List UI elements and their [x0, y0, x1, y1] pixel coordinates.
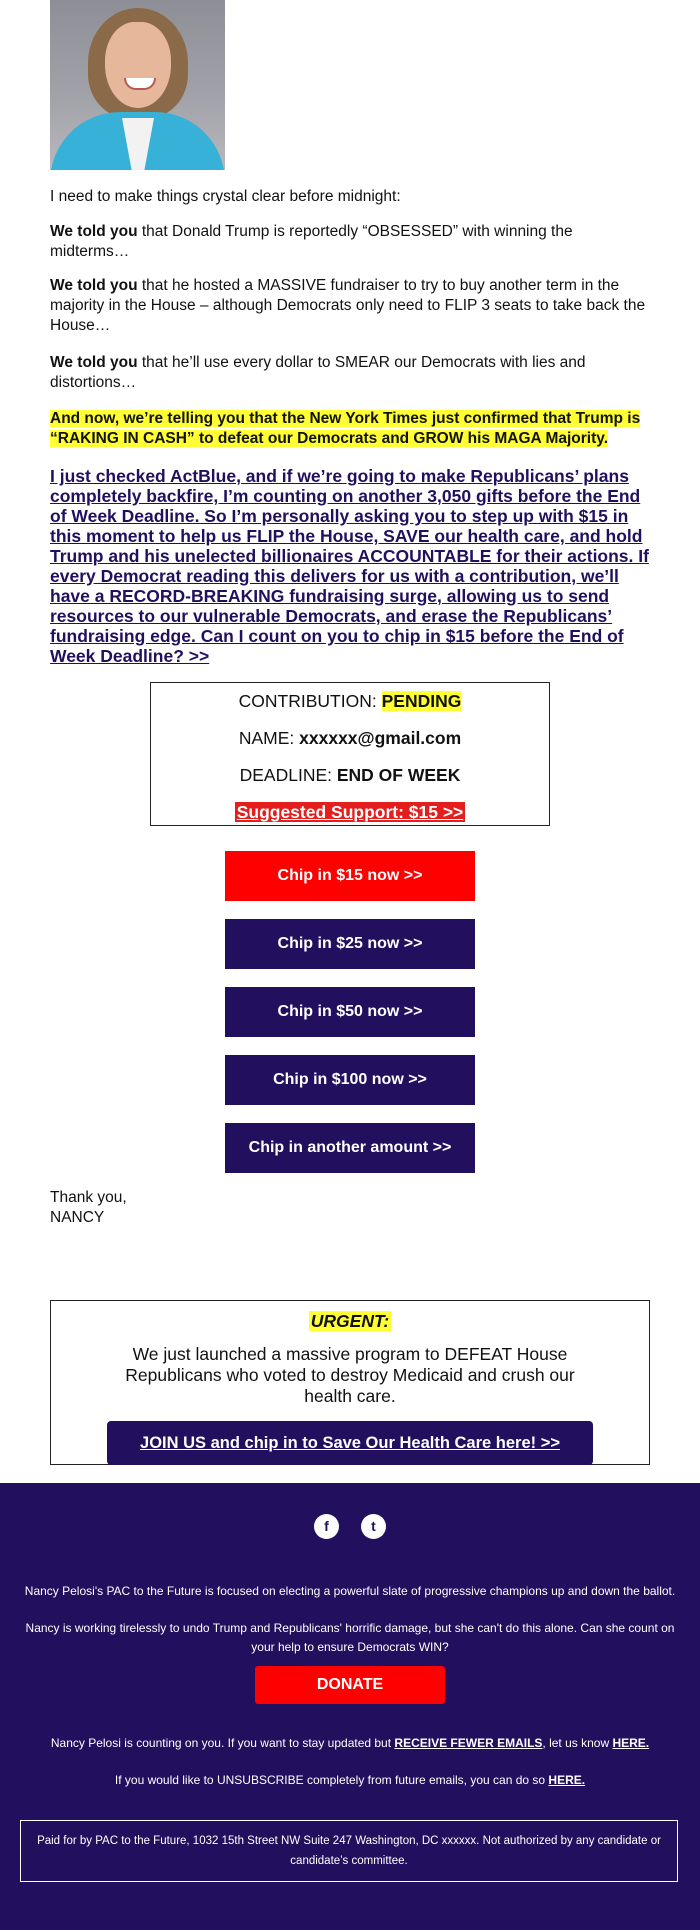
contribution-status: PENDING: [381, 691, 462, 711]
contribution-label: CONTRIBUTION:: [238, 691, 382, 711]
paragraph-1: [50, 222, 650, 262]
signoff: [50, 1188, 127, 1228]
unsubscribe-here-link[interactable]: HERE.: [548, 1773, 586, 1787]
contribution-box: [150, 682, 550, 826]
chip-in-50-button[interactable]: Chip in $50 now >>: [225, 987, 475, 1037]
deadline-label: DEADLINE:: [239, 765, 337, 785]
footer-appeal-text: Nancy is working tirelessly to undo Trump and Republicans' horrific damage, but she can't do this alone. Can she count on your help to ensure Democrats WIN?: [25, 1621, 675, 1654]
highlighted-text: And now, we’re telling you that the New York Times just confirmed that Trump is “RAKING IN CASH” to defeat our Democrats and GROW his MAGA Majority.: [50, 410, 641, 447]
chip-in-15-button[interactable]: Chip in $15 now >>: [225, 851, 475, 901]
receive-fewer-emails-link[interactable]: RECEIVE FEWER EMAILS: [394, 1736, 543, 1750]
footer-mission-text: Nancy Pelosi's PAC to the Future is focused on electing a powerful slate of progressive champions up and down the ballot.: [24, 1584, 676, 1598]
unsubscribe-text: If you would like to UNSUBSCRIBE completely from future emails, you can do so HERE.: [114, 1773, 586, 1787]
paragraph-lead: We told you: [50, 223, 138, 240]
social-links: [0, 1514, 700, 1539]
appeal-link[interactable]: I just checked ActBlue, and if we’re going to make Republicans’ plans completely backfire, I’m counting on another 3,050 gifts before the End of Week Deadline. So I’m personally asking you to step up with $15 in this moment to help us FLIP the House, SAVE our health care, and hold Trump and his unelected billionaires ACCOUNTABLE for their actions. If every Democrat reading this delivers for us with a contribution, we’ll have a RECORD-BREAKING fundraising surge, allowing us to send resources to our vulnerable Democrats, and erase the Republicans’ fundraising edge. Can I count on you to chip in $15 before the End of Week Deadline? >>: [50, 466, 649, 666]
highlight-paragraph: [50, 409, 650, 449]
donate-button[interactable]: DONATE: [255, 1666, 445, 1704]
paragraph-lead: We told you: [50, 277, 138, 294]
chip-in-100-button[interactable]: Chip in $100 now >>: [225, 1055, 475, 1105]
paragraph-lead: We told you: [50, 354, 138, 371]
signoff-thanks: Thank you,: [50, 1189, 127, 1206]
candidate-photo: [50, 0, 225, 170]
paid-for-disclaimer: Paid for by PAC to the Future, 1032 15th Street NW Suite 247 Washington, DC xxxxxx. Not authorized by any candidate or candidate’s committee.: [20, 1820, 678, 1882]
chip-in-other-button[interactable]: Chip in another amount >>: [225, 1123, 475, 1173]
paragraph-3: [50, 353, 650, 393]
paragraph-text: that he’ll use every dollar to SMEAR our Democrats with lies and distortions…: [50, 354, 586, 391]
footer: [0, 1483, 700, 1930]
facebook-icon[interactable]: f: [314, 1514, 339, 1539]
urgent-text: We just launched a massive program to DEFEAT House Republicans who voted to destroy Medicaid and crush our health care.: [125, 1344, 575, 1406]
paragraph-text: that he hosted a MASSIVE fundraiser to try to buy another term in the majority in the House – although Democrats only need to FLIP 3 seats to take back the House…: [50, 277, 646, 334]
join-us-button[interactable]: JOIN US and chip in to Save Our Health Care here! >>: [107, 1421, 593, 1465]
signoff-name: NANCY: [50, 1209, 105, 1226]
deadline-value: END OF WEEK: [336, 765, 461, 785]
urgent-box: [50, 1300, 650, 1465]
fewer-emails-here-link[interactable]: HERE.: [612, 1736, 650, 1750]
name-label: NAME:: [238, 728, 300, 748]
fewer-emails-text: Nancy Pelosi is counting on you. If you want to stay updated but RECEIVE FEWER EMAILS, let us know HERE.: [50, 1736, 650, 1750]
name-value: xxxxxx@gmail.com: [299, 728, 462, 748]
chip-in-25-button[interactable]: Chip in $25 now >>: [225, 919, 475, 969]
paragraph-text: that Donald Trump is reportedly “OBSESSED” with winning the midterms…: [50, 223, 573, 260]
intro-text: I need to make things crystal clear before midnight:: [50, 188, 401, 205]
twitter-icon[interactable]: t: [361, 1514, 386, 1539]
paragraph-2: [50, 276, 650, 336]
suggested-support-link[interactable]: Suggested Support: $15 >>: [236, 802, 464, 822]
urgent-title: URGENT:: [310, 1311, 390, 1331]
